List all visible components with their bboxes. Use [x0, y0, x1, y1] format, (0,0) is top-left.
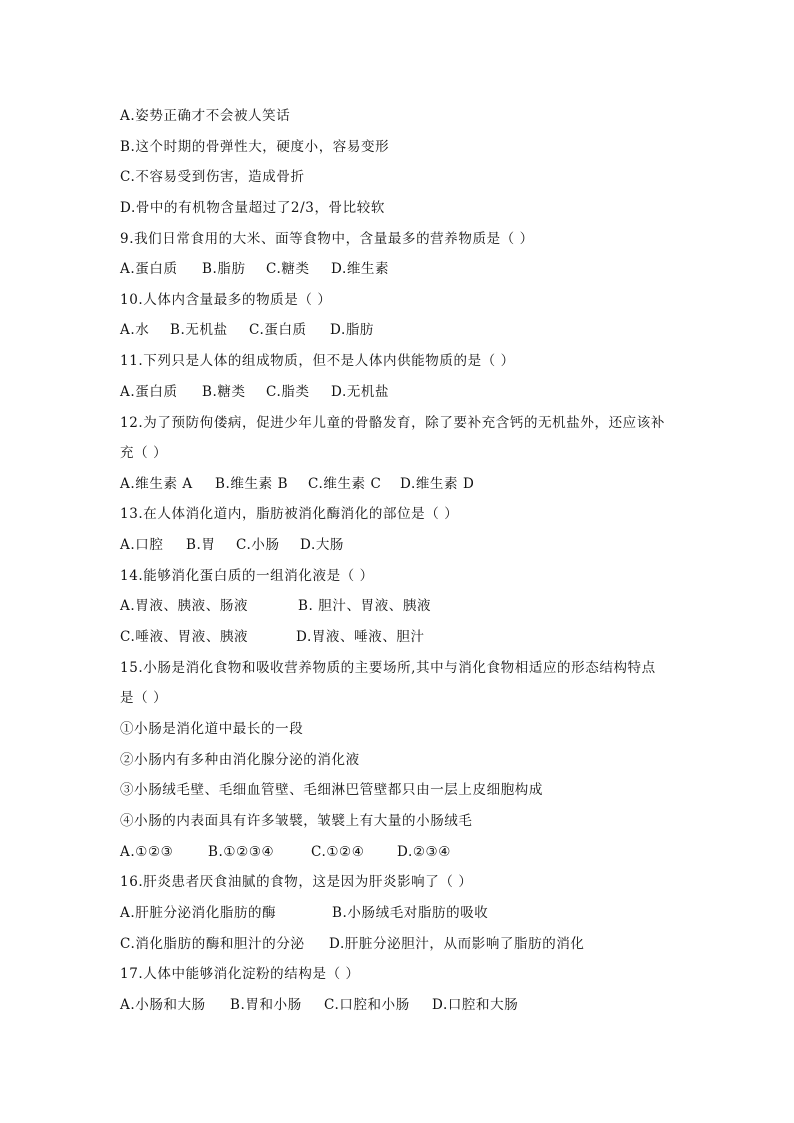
option-b: B.胃 — [186, 537, 216, 553]
statement-2: ②小肠内有多种由消化腺分泌的消化液 — [120, 752, 360, 768]
option-b: B.小肠绒毛对脂肪的吸收 — [332, 905, 489, 921]
option-b: B.糖类 — [202, 384, 246, 400]
option-a: A.蛋白质 — [120, 261, 178, 277]
question-15: 15.小肠是消化食物和吸收营养物质的主要场所,其中与消化食物相适应的形态结构特点 — [120, 660, 656, 676]
option-a: A.①②③ — [120, 844, 174, 860]
option-b: B.无机盐 — [170, 322, 228, 338]
option-d: D.大肠 — [300, 537, 345, 553]
question-16: 16.肝炎患者厌食油腻的食物，这是因为肝炎影响了（ ） — [120, 874, 473, 890]
option-d: D.维生素 — [331, 261, 390, 277]
options-row — [120, 321, 374, 339]
question-15-continued: 是（ ） — [120, 690, 168, 706]
option-c: C.维生素 C — [308, 476, 382, 492]
options-row — [120, 536, 344, 554]
option-a: A.水 — [120, 322, 150, 338]
option-a: A.小肠和大肠 — [120, 997, 206, 1013]
question-12-continued: 充（ ） — [120, 445, 168, 461]
question-13: 13.在人体消化道内，脂肪被消化酶消化的部位是（ ） — [120, 506, 459, 522]
options-row — [120, 260, 389, 278]
question-9: 9.我们日常食用的大米、面等食物中，含量最多的营养物质是（ ） — [120, 231, 534, 247]
option-d: D.口腔和大肠 — [432, 997, 519, 1013]
option-c: C.口腔和小肠 — [324, 997, 410, 1013]
option-d: D.胃液、唾液、胆汁 — [296, 629, 425, 645]
option-b: B. 胆汁、胃液、胰液 — [298, 598, 432, 614]
statement-3: ③小肠绒毛壁、毛细血管壁、毛细淋巴管壁都只由一层上皮细胞构成 — [120, 782, 543, 798]
option-b: B.维生素 B — [215, 476, 289, 492]
option-d: D.②③④ — [397, 844, 451, 860]
options-row — [120, 843, 451, 861]
option-d: D.脂肪 — [330, 322, 375, 338]
options-row — [120, 475, 474, 493]
options-row — [120, 383, 389, 401]
option-line: C.不容易受到伤害，造成骨折 — [120, 169, 305, 185]
option-a: A.胃液、胰液、肠液 — [120, 598, 249, 614]
option-c: C.脂类 — [266, 384, 310, 400]
option-c: C.唾液、胃液、胰液 — [120, 629, 249, 645]
option-c: C.小肠 — [236, 537, 280, 553]
statement-1: ①小肠是消化道中最长的一段 — [120, 721, 304, 737]
options-row — [120, 996, 518, 1014]
statement-4: ④小肠的内表面具有许多皱襞，皱襞上有大量的小肠绒毛 — [120, 813, 473, 829]
option-d: D.维生素 D — [400, 476, 475, 492]
option-line: A.姿势正确才不会被人笑话 — [120, 108, 291, 124]
option-c: C.消化脂肪的酶和胆汁的分泌 — [120, 936, 305, 952]
question-12: 12.为了预防佝偻病，促进少年儿童的骨骼发育，除了要补充含钙的无机盐外，还应该补 — [120, 415, 665, 431]
options-row — [120, 904, 488, 922]
option-b: B.胃和小肠 — [230, 997, 302, 1013]
question-10: 10.人体内含量最多的物质是（ ） — [120, 292, 332, 308]
options-row — [120, 597, 431, 615]
option-line: B.这个时期的骨弹性大，硬度小，容易变形 — [120, 139, 390, 155]
option-c: C.糖类 — [266, 261, 310, 277]
option-line: D.骨中的有机物含量超过了2/3，骨比较软 — [120, 200, 385, 216]
option-c: C.蛋白质 — [249, 322, 307, 338]
question-11: 11.下列只是人体的组成物质，但不是人体内供能物质的是（ ） — [120, 353, 515, 369]
option-a: A.肝脏分泌消化脂肪的酶 — [120, 905, 277, 921]
option-b: B.脂肪 — [202, 261, 246, 277]
option-a: A.口腔 — [120, 537, 164, 553]
option-a: A.维生素 A — [120, 476, 193, 492]
options-row — [120, 935, 585, 953]
option-b: B.①②③④ — [208, 844, 275, 860]
question-17: 17.人体中能够消化淀粉的结构是（ ） — [120, 966, 360, 982]
options-row — [120, 628, 425, 646]
option-a: A.蛋白质 — [120, 384, 178, 400]
option-c: C.①②④ — [311, 844, 365, 860]
question-14: 14.能够消化蛋白质的一组消化液是（ ） — [120, 568, 374, 584]
option-d: D.肝脏分泌胆汁，从而影响了脂肪的消化 — [329, 936, 585, 952]
option-d: D.无机盐 — [331, 384, 390, 400]
